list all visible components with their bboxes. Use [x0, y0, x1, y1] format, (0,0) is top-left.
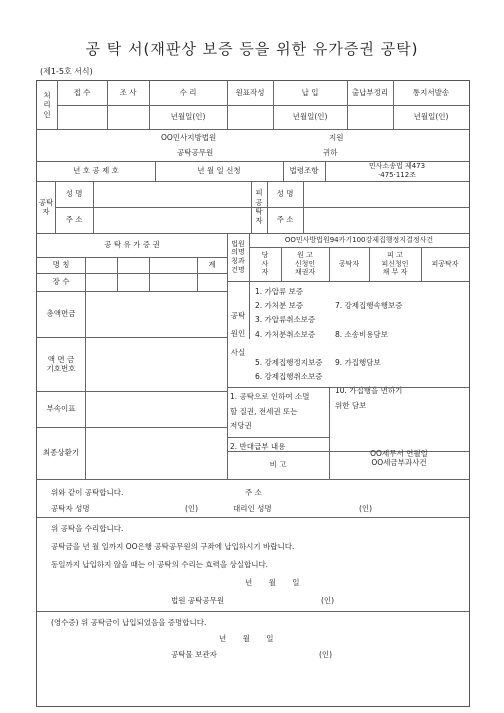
extra-item-2: 2. 반대급부 내용: [230, 442, 286, 451]
cause-item: 9. 가집행담보: [335, 358, 381, 368]
processing-header-acceptance: 수 리: [179, 88, 197, 98]
processing-side-label: 처 리 인: [43, 90, 51, 119]
securities-row-name: 명 칭: [52, 260, 70, 270]
address-label: 주 소: [245, 488, 262, 497]
processing-header-original-writing: 원표작성: [235, 88, 265, 98]
depositor-address-label: 주 소: [65, 215, 83, 225]
keeper-seal: (인): [319, 650, 333, 659]
processing-date-notice: 년월일(인): [413, 112, 449, 122]
deposit-warning: 동일까지 납입하지 않을 때는 이 공탁의 수리는 효력을 상실합니다.: [51, 560, 269, 569]
acceptance-date: 년 월 일: [245, 578, 300, 587]
processing-date-acceptance: 년월일(인): [170, 112, 206, 122]
case-plaintiff: 원 고 신청인 채권자: [294, 250, 316, 277]
receipt-text: (영수증) 위 공탁금이 납입되었음을 증명합니다.: [51, 618, 207, 627]
court-officer-signature: 법원 공탁공무원: [171, 596, 225, 605]
court-branch: 지원: [329, 133, 344, 142]
form-number: (제1-5호 서식): [40, 67, 93, 76]
agent-signature-label: 대리인 성명: [233, 504, 272, 513]
processing-header-notice: 통지서발송: [412, 88, 450, 98]
cause-list-left: [255, 285, 323, 384]
cause-item: 6. 강제집행취소보증: [255, 372, 323, 382]
depositee-address-label: 주 소: [276, 215, 294, 225]
processing-header-receipt: 접 수: [73, 88, 91, 98]
extra-item-1: 1. 공탁으로 인하여 소멸 할 질권, 전세권 또는 저당권: [230, 392, 310, 430]
court-name: OO민사지방법원: [161, 133, 217, 142]
acceptance-text: 위 공탁을 수리합니다.: [51, 524, 124, 533]
case-party-label: 당 사 자: [261, 250, 269, 277]
processing-header-ledger: 출납부정리: [351, 88, 389, 98]
case-defendant: 피 고 피신청인 채 무 자: [381, 250, 409, 277]
register-number: 년 호 공 제 호: [73, 166, 119, 176]
securities-header: 공 탁 유 가 증 권: [104, 240, 160, 250]
register-date: 년 월 일 신청: [197, 166, 241, 176]
remarks-label: 비 고: [269, 460, 287, 470]
cause-label: 공탁 원인 사실: [230, 310, 246, 358]
deposit-statement: 위와 같이 공탁합니다.: [51, 488, 124, 497]
cause-item: 1. 가압류 보증: [255, 287, 304, 296]
cause-item: 4. 가처분취소보증: [255, 329, 316, 339]
securities-row-coupon: 부속이표: [46, 404, 76, 414]
processing-date-payment: 년월일(인): [292, 112, 328, 122]
cause-item: 3. 가압류취소보증: [255, 315, 316, 325]
securities-row-face-number: 액 면 금 기호번호: [46, 354, 76, 373]
register-law-value: 민사소송법 제473 ·475·112조: [368, 162, 426, 179]
cause-item: 10. 가집행을 면하기 위한 담보: [335, 386, 403, 410]
deposit-form: [36, 80, 470, 707]
court-officer-seal: (인): [321, 596, 335, 605]
court-honorific: 귀하: [323, 148, 338, 157]
cause-item: 2. 가처분 보증: [255, 301, 304, 311]
securities-row-total-face: 총액면금: [46, 309, 76, 319]
keeper-signature: 공탁물 보관자: [171, 650, 217, 659]
court-case-label: 법원 의명 칭과 건명: [231, 239, 245, 274]
depositee-name-label: 성 명: [276, 189, 294, 199]
receipt-date: 년 월 일: [219, 634, 274, 643]
securities-total-label: 계: [208, 260, 216, 270]
securities-row-count: 장 수: [52, 277, 70, 287]
case-depositor: 공탁자: [338, 259, 360, 268]
remarks-value: OO세무서 연월일 OO세금부과사건: [370, 448, 428, 467]
cause-list-right: [335, 285, 403, 427]
agent-seal: (인): [359, 504, 373, 513]
document-title: 공 탁 서(재판상 보증 등을 위한 유가증권 공탁): [85, 40, 419, 58]
depositor-signature-label: 공탁자 성명: [51, 504, 90, 513]
depositor-seal: (인): [185, 504, 199, 513]
cause-item: 5. 강제집행정지보증: [255, 357, 323, 367]
securities-row-maturity: 최종상환기: [42, 448, 80, 458]
deposit-instruction: 공탁금을 년 월 일까지 OO은행 공탁공무원의 구좌에 납입하시기 바랍니다.: [51, 542, 295, 551]
processing-header-investigation: 조 사: [119, 88, 137, 98]
processing-header-payment: 납 입: [301, 88, 319, 98]
cause-item: 7. 강제집행속행보증: [335, 301, 403, 311]
depositor-name-label: 성 명: [65, 189, 83, 199]
court-officer-line: 공탁공무원: [177, 148, 214, 157]
case-depositee: 피공탁자: [431, 259, 459, 268]
cause-item: 8. 소송비용담보: [335, 329, 389, 339]
depositor-label: 공탁자: [38, 197, 54, 216]
register-law-label: 법령조항: [289, 166, 319, 176]
court-case-value: OO민사방법원94카기100강제집행정지결정사건: [284, 235, 434, 244]
depositee-label: 피 공 탁 자: [255, 188, 263, 226]
